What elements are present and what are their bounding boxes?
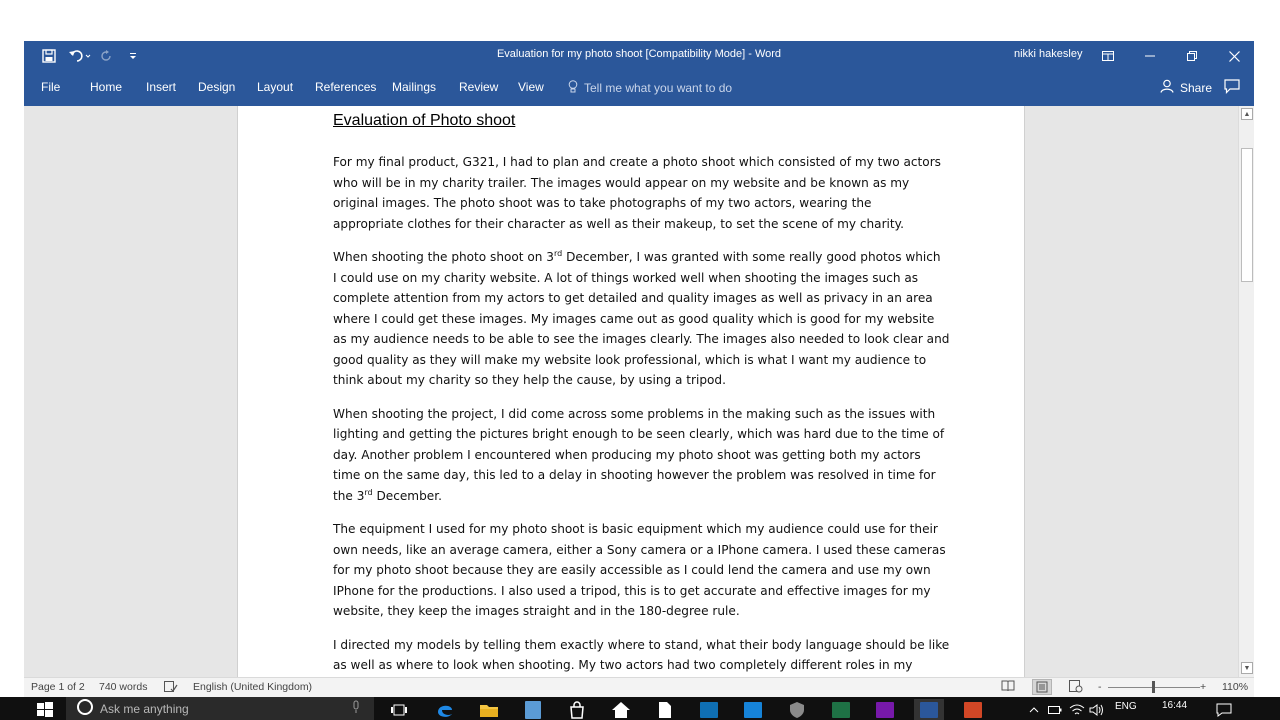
document-body	[333, 152, 950, 677]
close-icon[interactable]	[1214, 41, 1254, 71]
home-icon[interactable]	[608, 699, 634, 720]
text-line: December, I was granted with some really good photos which	[562, 250, 941, 264]
text-line: for my photo shoot because they are easily accessible as I could lend the camera and use my own	[333, 563, 931, 577]
paragraph	[333, 519, 946, 622]
user-name[interactable]: nikki hakesley	[1014, 48, 1083, 60]
word-window	[24, 41, 1254, 697]
tab-file[interactable]: File	[41, 80, 61, 94]
blank-document-icon[interactable]	[652, 699, 678, 720]
zoom-out-button[interactable]: -	[1098, 681, 1102, 693]
microphone-icon[interactable]	[352, 700, 360, 717]
input-language[interactable]: ENG	[1115, 701, 1137, 712]
wifi-icon[interactable]	[1068, 699, 1086, 720]
document-page[interactable]	[237, 106, 1025, 677]
text-line: I directed my models by telling them exactly where to stand, what their body language should be like	[333, 637, 950, 652]
excel-icon[interactable]	[828, 699, 854, 720]
read-mode-icon[interactable]	[1001, 680, 1015, 695]
paragraph	[333, 247, 950, 391]
zoom-in-button[interactable]: +	[1200, 681, 1207, 693]
page-count[interactable]: Page 1 of 2	[31, 681, 85, 693]
tab-mailings[interactable]: Mailings	[392, 80, 437, 94]
zoom-level[interactable]: 110%	[1222, 681, 1249, 693]
customize-qat-icon[interactable]	[126, 41, 140, 71]
scroll-down-icon[interactable]: ▼	[1241, 662, 1253, 674]
edge-browser-icon[interactable]	[432, 699, 458, 720]
tab-layout[interactable]: Layout	[257, 80, 294, 94]
chevron-up-icon[interactable]	[1026, 699, 1042, 720]
tab-view[interactable]: View	[518, 80, 544, 94]
language-indicator[interactable]: English (United Kingdom)	[193, 681, 313, 693]
document-heading: Evaluation of Photo shoot	[333, 112, 516, 129]
paragraph	[333, 635, 950, 676]
ribbon-display-options-icon[interactable]	[1088, 41, 1128, 71]
save-icon[interactable]	[38, 41, 60, 71]
cortana-search-box[interactable]	[66, 697, 374, 720]
text-line: who will be in my charity trailer. The images would appear on my website and be known as my	[333, 175, 910, 190]
text-line: where I could get these images. My images came out as good quality which is good for my website	[333, 311, 935, 326]
title-bar	[24, 41, 1254, 71]
security-shield-icon[interactable]	[784, 699, 810, 720]
text-line: the 3	[333, 488, 365, 503]
lightbulb-icon	[568, 80, 578, 96]
superscript: rd	[554, 248, 563, 258]
ribbon-tabs	[24, 71, 1254, 106]
superscript: rd	[364, 487, 373, 497]
cortana-icon	[76, 698, 94, 719]
person-icon	[1160, 79, 1174, 96]
text-line: I could use on my charity website. A lot of things worked well when shooting the images such as	[333, 270, 919, 285]
text-line: For my final product, G321, I had to plan and create a photo shoot which consisted of my two actors	[333, 155, 941, 169]
print-layout-icon[interactable]	[1032, 679, 1052, 695]
text-line: When shooting the project, I did come across some problems in the making such as the issues with	[333, 406, 936, 421]
tab-insert[interactable]: Insert	[146, 80, 177, 94]
web-layout-icon[interactable]	[1069, 680, 1083, 696]
text-line: lighting and getting the pictures bright enough to be seen clearly, which was hard due to the time of	[333, 427, 945, 441]
document-app-icon[interactable]	[520, 699, 546, 720]
text-line: own needs, like an average camera, either a Sony camera or a IPhone camera. I used these cameras	[333, 542, 946, 557]
tab-design[interactable]: Design	[198, 80, 236, 94]
undo-icon[interactable]	[66, 41, 94, 71]
tell-me-box[interactable]	[568, 80, 732, 96]
text-line: December.	[372, 488, 442, 503]
text-line: think about my charity so they help the cause, by using a tripod.	[333, 373, 726, 387]
text-line: complete attention from my actors to get detailed and quality images as well as privacy in an area	[333, 291, 933, 305]
document-title: Evaluation for my photo shoot [Compatibility Mode] - Word	[496, 48, 782, 60]
clock-time[interactable]: 16:44	[1162, 700, 1188, 711]
volume-icon[interactable]	[1088, 699, 1106, 720]
windows-start-icon[interactable]	[34, 699, 56, 720]
restore-icon[interactable]	[1172, 41, 1212, 71]
app-icon[interactable]	[696, 699, 722, 720]
text-line: as my audience needs to be able to see the images clearly. The images also needed to look clear and	[333, 332, 950, 346]
store-icon[interactable]	[564, 699, 590, 720]
redo-icon[interactable]	[98, 41, 116, 71]
word-taskbar-icon[interactable]	[914, 699, 944, 720]
tab-home[interactable]: Home	[90, 80, 123, 94]
text-line: day. Another problem I encountered when producing my photo shoot was getting both my actors	[333, 447, 921, 462]
share-label: Share	[1180, 80, 1213, 95]
tell-me-text: Tell me what you want to do	[584, 81, 733, 95]
proofing-icon[interactable]	[164, 680, 178, 696]
vertical-scrollbar[interactable]	[1238, 106, 1254, 677]
paragraph	[333, 152, 941, 234]
word-count[interactable]: 740 words	[99, 681, 148, 693]
text-line: website, they keep the images straight and in the 180-degree rule.	[333, 604, 740, 618]
file-explorer-icon[interactable]	[476, 699, 502, 720]
document-area	[24, 106, 1238, 677]
tab-references[interactable]: References	[315, 80, 377, 94]
scroll-up-icon[interactable]: ▲	[1241, 108, 1253, 120]
powerpoint-icon[interactable]	[960, 699, 986, 720]
zoom-slider-thumb[interactable]	[1152, 681, 1155, 693]
text-line: The equipment I used for my photo shoot is basic equipment which my audience could use for their	[333, 522, 938, 536]
paragraph	[333, 404, 945, 507]
scroll-thumb[interactable]	[1241, 148, 1253, 282]
status-bar	[24, 677, 1254, 697]
text-line: original images. The photo shoot was to take photographs of my two actors, wearing the	[333, 196, 872, 210]
text-line: as well as where to look when shooting. My two actors had two completely different roles in my	[333, 658, 913, 672]
taskbar	[0, 697, 1280, 720]
comments-icon[interactable]	[1224, 79, 1244, 97]
battery-icon[interactable]	[1046, 699, 1064, 720]
text-line: appropriate clothes for their character as well as their makeup, to set the scene of my charity.	[333, 216, 904, 231]
minimize-icon[interactable]	[1130, 41, 1170, 71]
mail-app-icon[interactable]	[740, 699, 766, 720]
task-view-icon[interactable]	[388, 699, 410, 720]
tab-review[interactable]: Review	[459, 80, 499, 94]
search-placeholder: Ask me anything	[100, 701, 189, 716]
text-line: time on the same day, this led to a delay in shooting however the problem was resolved in time for	[333, 468, 936, 482]
onenote-icon[interactable]	[872, 699, 898, 720]
text-line: When shooting the photo shoot on 3	[333, 250, 554, 264]
share-button[interactable]	[1160, 79, 1212, 96]
text-line: good quality as they will make my website look professional, which is what I want my audience to	[333, 352, 927, 367]
text-line: IPhone for the productions. I also used a tripod, this is to get accurate and effective images for my	[333, 583, 931, 598]
notifications-icon[interactable]	[1214, 699, 1234, 720]
